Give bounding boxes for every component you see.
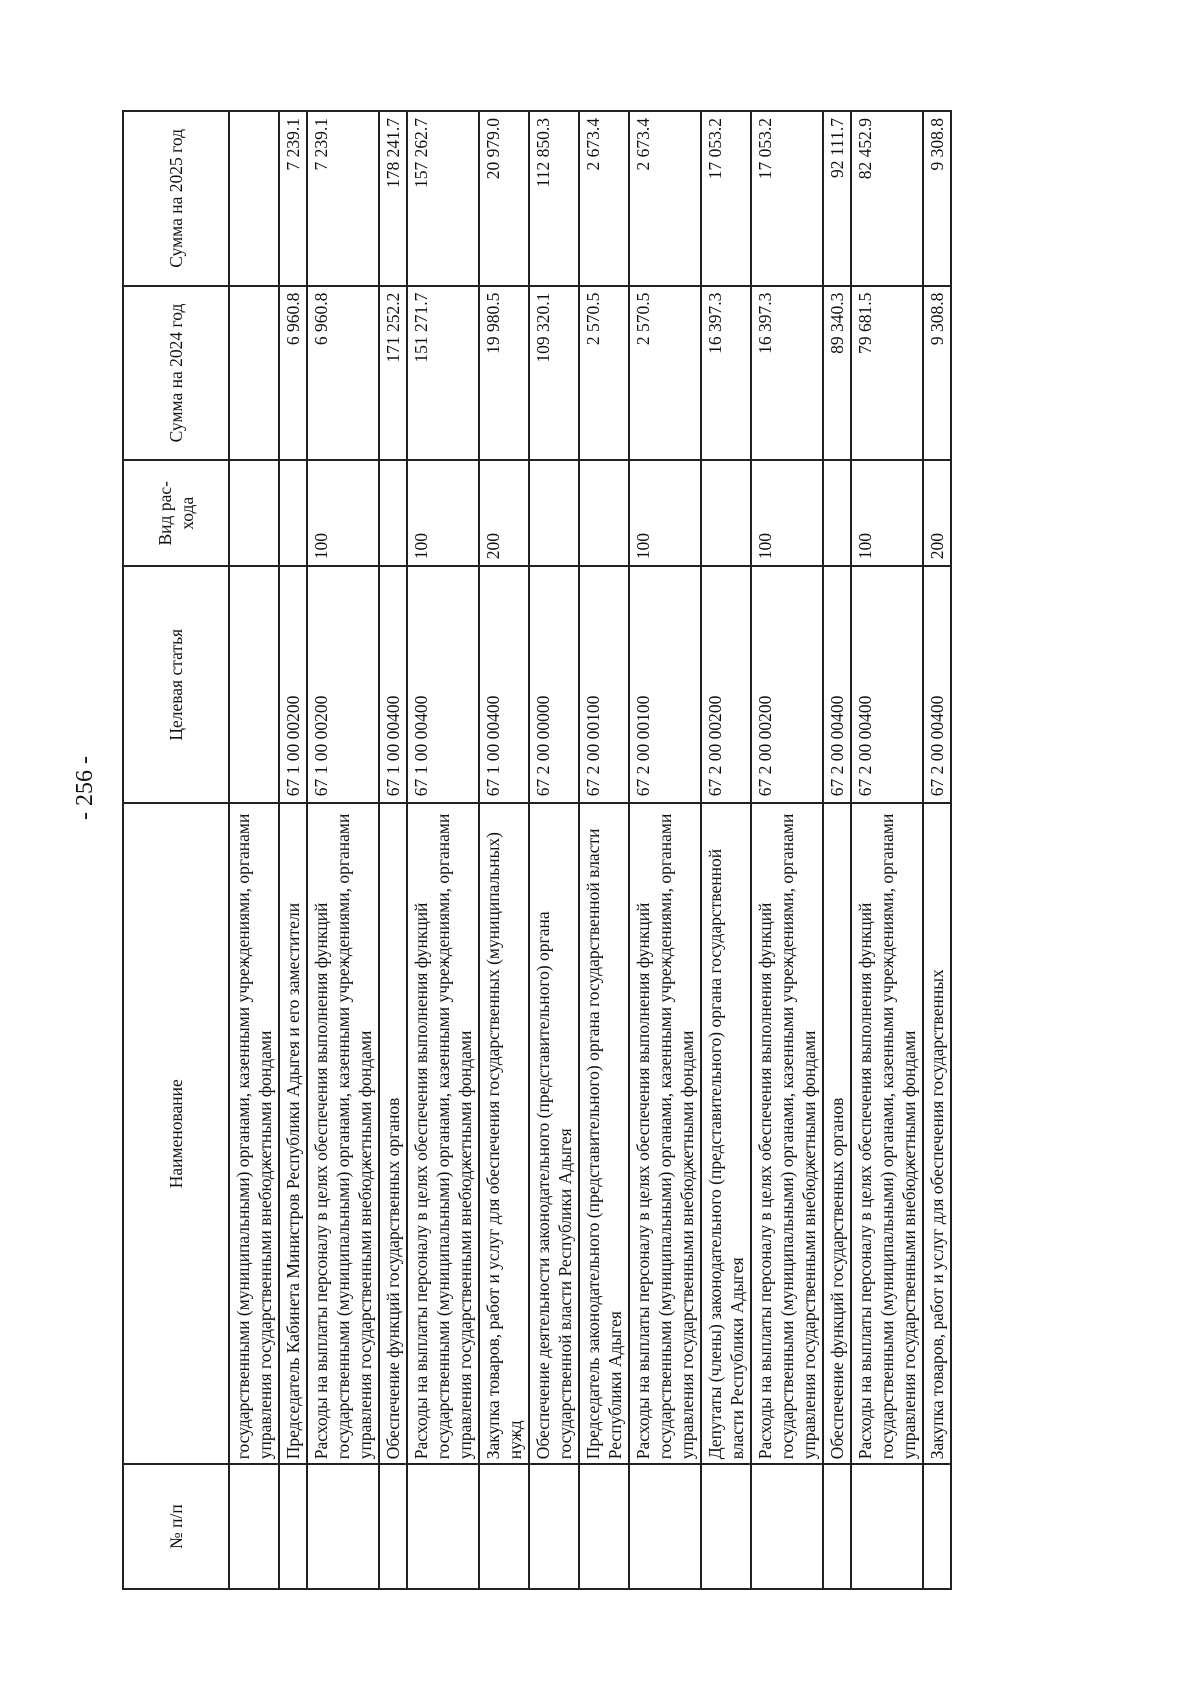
name-cell: государственными (муниципальными) органами, казенными учреждениями, органами управления государственными внебюджетными фондами	[229, 803, 279, 1464]
expense-cell: 100	[851, 460, 923, 566]
table-row	[923, 111, 951, 1589]
target-cell: 67 1 00 00200	[307, 566, 379, 803]
sum-2025-cell: 2 673.4	[579, 111, 629, 286]
sum-2024-cell: 6 960.8	[307, 286, 379, 461]
table-row	[851, 111, 923, 1589]
sum-2024-cell: 109 320.1	[529, 286, 579, 461]
expense-cell	[379, 460, 407, 566]
table-header-row	[123, 111, 229, 1589]
sum-2025-cell: 157 262.7	[407, 111, 479, 286]
header-sum-2024: Сумма на 2024 год	[123, 286, 229, 461]
num-cell	[823, 1464, 851, 1589]
table-row	[407, 111, 479, 1589]
expense-cell: 100	[629, 460, 701, 566]
expense-cell	[579, 460, 629, 566]
sum-2024-cell: 16 397.3	[701, 286, 751, 461]
expense-cell	[279, 460, 307, 566]
name-cell: Расходы на выплаты персоналу в целях обеспечения выполнения функций государственными (муниципальными) органами, казенными учреждениями, органами управления государственными внебюджетными фондами	[407, 803, 479, 1464]
target-cell: 67 2 00 00100	[579, 566, 629, 803]
name-cell: Депутаты (члены) законодательного (представительного) органа государственной власти Республики Адыгея	[701, 803, 751, 1464]
header-target: Целевая статья	[123, 566, 229, 803]
name-cell: Обеспечение функций государственных органов	[379, 803, 407, 1464]
sum-2025-cell	[229, 111, 279, 286]
num-cell	[751, 1464, 823, 1589]
num-cell	[379, 1464, 407, 1589]
num-cell	[923, 1464, 951, 1589]
header-sum-2025: Сумма на 2025 год	[123, 111, 229, 286]
expense-cell: 100	[751, 460, 823, 566]
num-cell	[579, 1464, 629, 1589]
target-cell: 67 1 00 00400	[379, 566, 407, 803]
sum-2025-cell: 82 452.9	[851, 111, 923, 286]
target-cell	[229, 566, 279, 803]
table-row	[579, 111, 629, 1589]
sum-2024-cell: 2 570.5	[629, 286, 701, 461]
name-cell: Расходы на выплаты персоналу в целях обеспечения выполнения функций государственными (муниципальными) органами, казенными учреждениями, органами управления государственными внебюджетными фондами	[629, 803, 701, 1464]
num-cell	[479, 1464, 529, 1589]
sum-2024-cell: 151 271.7	[407, 286, 479, 461]
target-cell: 67 2 00 00400	[823, 566, 851, 803]
table-row	[279, 111, 307, 1589]
header-num: № п/п	[123, 1464, 229, 1589]
sum-2025-cell: 112 850.3	[529, 111, 579, 286]
target-cell: 67 2 00 00200	[751, 566, 823, 803]
budget-table	[122, 110, 952, 1590]
header-name: Наименование	[123, 803, 229, 1464]
sum-2024-cell: 9 308.8	[923, 286, 951, 461]
num-cell	[851, 1464, 923, 1589]
expense-cell	[229, 460, 279, 566]
expense-cell: 100	[407, 460, 479, 566]
target-cell: 67 2 00 00200	[701, 566, 751, 803]
sum-2024-cell: 6 960.8	[279, 286, 307, 461]
sum-2024-cell: 16 397.3	[751, 286, 823, 461]
name-cell: Председатель законодательного (представительного) органа государственной власти Республики Адыгея	[579, 803, 629, 1464]
sum-2024-cell: 89 340.3	[823, 286, 851, 461]
num-cell	[279, 1464, 307, 1589]
num-cell	[701, 1464, 751, 1589]
table-row	[379, 111, 407, 1589]
sum-2024-cell: 19 980.5	[479, 286, 529, 461]
expense-cell: 100	[307, 460, 379, 566]
sum-2024-cell: 2 570.5	[579, 286, 629, 461]
sum-2025-cell: 9 308.8	[923, 111, 951, 286]
name-cell: Расходы на выплаты персоналу в целях обеспечения выполнения функций государственными (муниципальными) органами, казенными учреждениями, органами управления государственными внебюджетными фондами	[851, 803, 923, 1464]
sum-2025-cell: 7 239.1	[279, 111, 307, 286]
expense-cell	[529, 460, 579, 566]
target-cell: 67 1 00 00200	[279, 566, 307, 803]
table-row	[479, 111, 529, 1589]
table-row	[751, 111, 823, 1589]
page-number: - 256 -	[72, 756, 98, 820]
sum-2024-cell	[229, 286, 279, 461]
sum-2025-cell: 17 053.2	[701, 111, 751, 286]
name-cell: Обеспечение деятельности законодательного (представительного) органа государственной власти Республики Адыгея	[529, 803, 579, 1464]
target-cell: 67 2 00 00000	[529, 566, 579, 803]
name-cell: Закупка товаров, работ и услуг для обеспечения государственных	[923, 803, 951, 1464]
name-cell: Закупка товаров, работ и услуг для обеспечения государственных (муниципальных) нужд	[479, 803, 529, 1464]
sum-2024-cell: 171 252.2	[379, 286, 407, 461]
num-cell	[629, 1464, 701, 1589]
table-row	[229, 111, 279, 1589]
table-row	[701, 111, 751, 1589]
name-cell: Расходы на выплаты персоналу в целях обеспечения выполнения функций государственными (муниципальными) органами, казенными учреждениями, органами управления государственными внебюджетными фондами	[307, 803, 379, 1464]
table-row	[629, 111, 701, 1589]
table-row	[307, 111, 379, 1589]
target-cell: 67 1 00 00400	[479, 566, 529, 803]
rotated-budget-table	[122, 110, 1067, 1590]
target-cell: 67 2 00 00400	[923, 566, 951, 803]
target-cell: 67 2 00 00400	[851, 566, 923, 803]
sum-2025-cell: 178 241.7	[379, 111, 407, 286]
name-cell: Председатель Кабинета Министров Республики Адыгея и его заместители	[279, 803, 307, 1464]
sum-2025-cell: 7 239.1	[307, 111, 379, 286]
name-cell: Обеспечение функций государственных органов	[823, 803, 851, 1464]
table-row	[823, 111, 851, 1589]
expense-cell: 200	[923, 460, 951, 566]
target-cell: 67 1 00 00400	[407, 566, 479, 803]
num-cell	[407, 1464, 479, 1589]
expense-cell	[701, 460, 751, 566]
sum-2025-cell: 92 111.7	[823, 111, 851, 286]
header-expense: Вид рас-хода	[123, 460, 229, 566]
name-cell: Расходы на выплаты персоналу в целях обеспечения выполнения функций государственными (муниципальными) органами, казенными учреждениями, органами управления государственными внебюджетными фондами	[751, 803, 823, 1464]
expense-cell	[823, 460, 851, 566]
table-row	[529, 111, 579, 1589]
num-cell	[529, 1464, 579, 1589]
num-cell	[229, 1464, 279, 1589]
sum-2025-cell: 2 673.4	[629, 111, 701, 286]
sum-2025-cell: 17 053.2	[751, 111, 823, 286]
sum-2024-cell: 79 681.5	[851, 286, 923, 461]
sum-2025-cell: 20 979.0	[479, 111, 529, 286]
target-cell: 67 2 00 00100	[629, 566, 701, 803]
expense-cell: 200	[479, 460, 529, 566]
num-cell	[307, 1464, 379, 1589]
